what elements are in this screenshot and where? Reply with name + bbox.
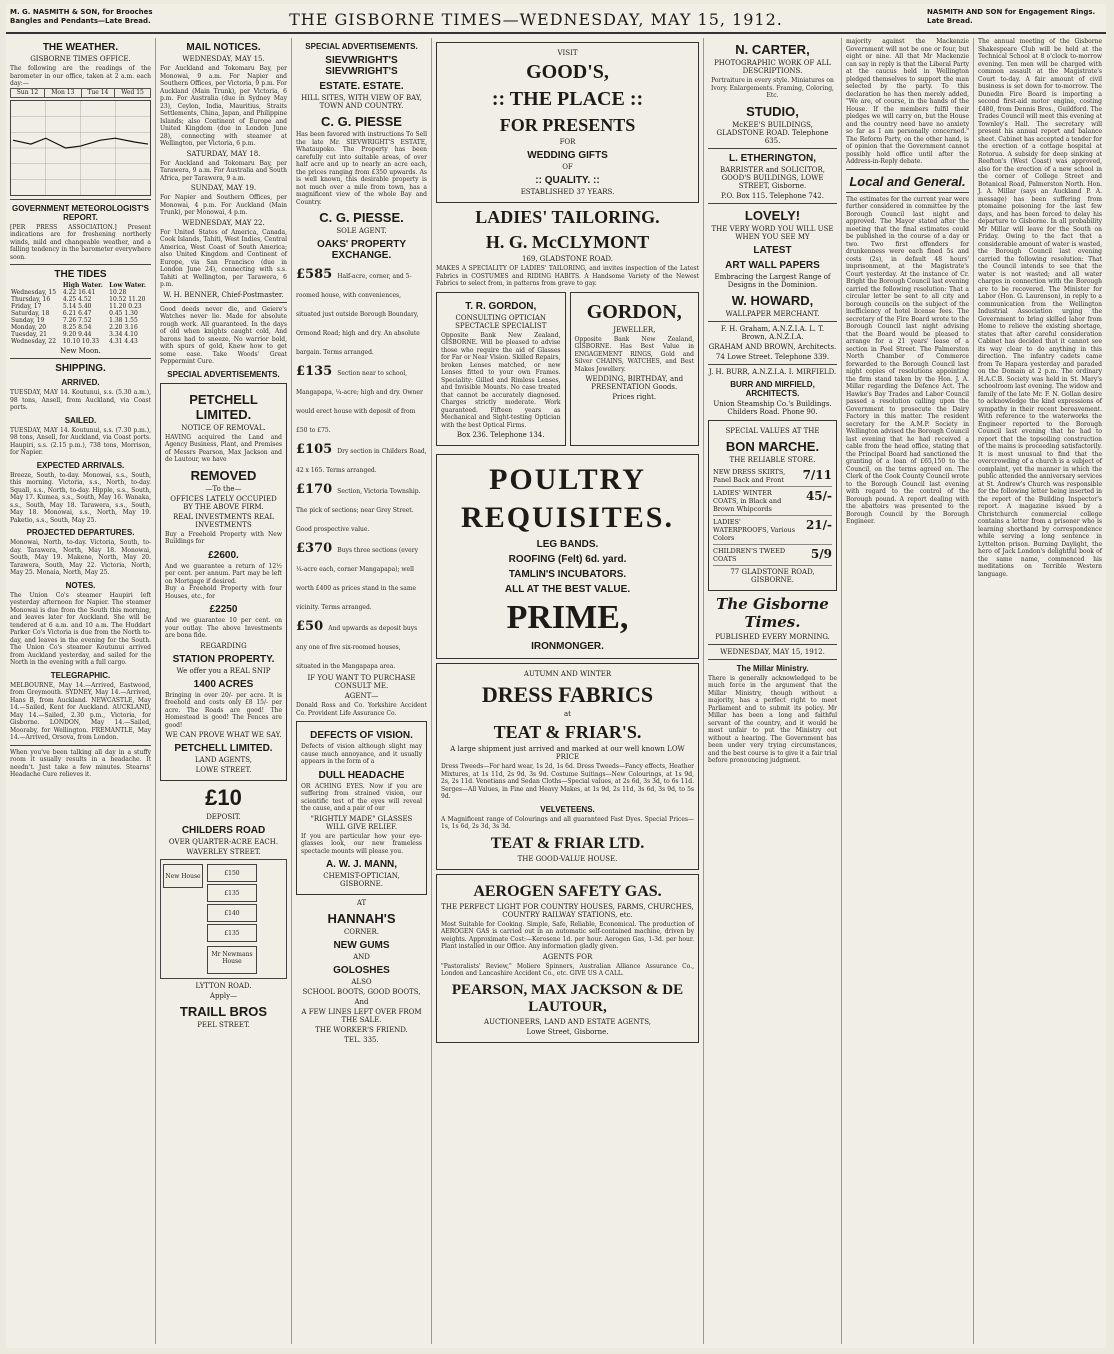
gordon-jeweller-name: GORDON, — [586, 300, 682, 323]
listing-item — [296, 478, 427, 535]
requisites: REQUISITES. — [461, 501, 674, 534]
report-heading: GOVERNMENT METEOROLOGIST'S REPORT. — [11, 203, 150, 222]
aerogen-title: AEROGEN SAFETY GAS. — [473, 882, 662, 900]
tides-cell: 7.26 7.52 — [62, 317, 92, 324]
tides-cell: 0.45 1.30 — [109, 310, 138, 317]
sailed-heading: SAILED. — [64, 415, 97, 425]
projected-text: Monowai, North, to-day. Victoria, South, to-day. Tarawera, North, May 18. Monowai, South, May 19. Makene, North, May 20. Tarawera, South, May 22. Victoria, North, May 25. Monaia, North, May 25. — [10, 539, 151, 576]
petchell-limited-2: PETCHELL LIMITED. — [174, 743, 273, 754]
petchell-ad — [160, 383, 287, 782]
tides-cell: Friday, 17 — [11, 303, 42, 310]
dull-headache: DULL HEADACHE — [318, 769, 405, 781]
listing-price: £105 — [296, 442, 333, 457]
tides-cell: Thursday, 16 — [11, 296, 51, 303]
gordon-box: Box 236. Telephone 134. — [456, 431, 545, 439]
etherington: L. ETHERINGTON, — [728, 152, 817, 164]
tides-row — [10, 289, 151, 296]
also-label: ALSO — [351, 978, 372, 986]
day-label: Sun 12 — [11, 88, 45, 97]
listing-item — [296, 438, 427, 476]
dull-text: OR ACHING EYES. Now if you are suffering from strained vision, our scientific test of the eyes will reveal the cause, and a pair of our — [301, 782, 422, 812]
notice-text: HAVING acquired the Land and Agency Business, Plant, and Premises of Messrs Pearson, Max Jackson and de Lautour, we have — [165, 433, 282, 463]
latest: LATEST — [753, 244, 792, 256]
real-investments: REAL INVESTMENTS REAL INVESTMENTS — [172, 512, 274, 529]
gordon-sub: CONSULTING OPTICIAN SPECTACLE SPECIALIST — [455, 313, 547, 330]
property-listings — [296, 263, 427, 672]
good-value-house: THE GOOD-VALUE HOUSE. — [517, 854, 618, 863]
listing-item — [296, 615, 427, 672]
sole-agent: SOLE AGENT. — [336, 227, 387, 235]
tides-row — [10, 324, 151, 331]
etherington-text: BARRISTER and SOLICITOR, GOOD'S BUILDINGS, LOWE STREET, Gisborne. — [720, 165, 825, 190]
po-box: P.O. Box 115. Telephone 742. — [721, 191, 824, 200]
value-list — [713, 466, 832, 566]
tides-cell: Monday, 20 — [11, 324, 47, 331]
value-item — [713, 545, 832, 566]
value-item — [713, 466, 832, 487]
prices-right: Prices right. — [612, 393, 657, 401]
tides-cell: 11.20 0.23 — [109, 303, 142, 310]
tides-cell: 4.22 16.41 — [62, 289, 96, 296]
masthead-left-ad: M. G. NASMITH & SON, for Brooches Bangles and Pendants—Late Bread. — [10, 8, 153, 25]
plan-lot: £140 — [207, 904, 257, 922]
wallpaper-merchant: WALLPAPER MERCHANT. — [725, 309, 820, 318]
arrived-text: TUESDAY, MAY 14. Koutunui, s.s. (5.30 a.m.), 98 tons, Ansell, from Auckland, via Coast ports. — [10, 389, 151, 411]
dress-fabrics: DRESS FABRICS — [481, 682, 654, 707]
pmj-name: PEARSON, MAX JACKSON & DE LAUTOUR, — [451, 981, 684, 1015]
listing-item — [296, 360, 427, 436]
notes-text: The Union Co's steamer Haupiri left yesterday afternoon for Napier. The steamer Monowai is due from the South this morning, and leaves later for Auckland. She will be tendered at 6 a.m. and 10 a.m. The Huddart Parker Co's Victoria is due from the North to-day, and leaves in the evening for the South. The Union Co's steamer Koutunui arrived from Auckland yesterday, and sailed for the North in the evening with a full cargo. — [10, 591, 151, 666]
value-price: 45/- — [805, 488, 832, 503]
carter-name: N. CARTER, — [735, 42, 810, 57]
mail-text: For Auckland and Tokomaru Bay, per Tarawera, 9 a.m. For Australia and South Africa, per Tarawera, 9 a.m. — [160, 159, 287, 182]
local-general-text: The estimates for the current year were further considered in committee by the Borough Council last night and approved. The Mayor stated after the meeting that the final estimates could be published in the course of a day or two. Two first offenders for drunkenness were each fined 5s and costs (2s), in default 48 hours' imprisonment, at the Magistrate's Court yesterday. At the instance of Cr. Bright the Borough Council last evening carried the following resolution: That a circular letter be sent to all city and borough councils on the subject of the inefficiency of hotel license fees. The secretary of the Fire Board wrote to the Borough Council last night advising that the Board would be pleased to arrange for a 21 years' lease of a section in Peel Street. The Palmerston North Chamber of Commerce forwarded to the Borough Council last night copies of resolutions appointing the firm stand taken by the Hon. J. A. Millar regarding the Defence Act. The Hawke's Bay Trades and Labor Council passed a resolution calling upon the Government to prosecute the Dairy Factory in this matter. The resident secretary for the A.M.P. Society in Wellington advised the Borough Council last evening that he had received a cable from the head office, stating that the Principal Board had sanctioned the granting of a loan of £65,150 to the Council, on the terms agreed on. The Clerk of the Cook County Council wrote to the Borough Council last evening with regard to the control of the Borough pound. A report dealing with the abattoirs was presented to the Borough Council by the Borough Engineer. — [846, 195, 969, 525]
weather-heading: THE WEATHER. — [42, 42, 119, 53]
removed-offices: OFFICES LATELY OCCUPIED BY THE ABOVE FIRM. — [170, 494, 277, 511]
oaks-exchange: OAKS' PROPERTY EXCHANGE. — [316, 239, 407, 261]
ironmonger: IRONMONGER. — [531, 641, 604, 652]
gisborne-times-masthead: The Gisborne Times. — [716, 594, 829, 631]
lovely: LOVELY! — [744, 207, 801, 223]
aerogen-ad — [436, 874, 699, 1043]
listing-text: Half-acre, corner, and 5-roomed house, with conveniences, situated just outside Borough Boundary, Ormond Road; high and dry. An absolute bargain. Terms arranged. — [296, 273, 420, 356]
value-desc: CHILDREN'S TWEED COATS — [713, 546, 786, 563]
defects-text: Defects of vision although slight may cause much annoyance, and it usually appears in the form of a — [301, 743, 422, 765]
mail-text: For Napier and Southern Offices, per Monowai, 4 p.m. For Auckland (Main Trunk), per Monowai, 4 p.m. — [160, 194, 287, 216]
listing-text: Section, Victoria Township. The pick of sections; near Grey Street. Good prospective value. — [296, 488, 421, 533]
value-price: 7/11 — [802, 467, 832, 482]
plan-new-house: New House — [163, 864, 203, 888]
weather-office: GISBORNE TIMES OFFICE. — [30, 55, 131, 63]
of-label: OF — [562, 163, 573, 171]
special-values: SPECIAL VALUES AT THE — [725, 426, 820, 435]
gordon-jeweller-ad — [570, 292, 700, 447]
leader-date: WEDNESDAY, MAY 15, 1912. — [720, 647, 825, 656]
tamlin: TAMLIN'S INCUBATORS. — [508, 569, 627, 580]
bon-address: 77 GLADSTONE ROAD, GISBORNE. — [730, 567, 815, 584]
aerogen-text: Most Suitable for Cooking. Simple, Safe, Reliable, Economical. The production of AEROGEN GAS is carried out in an automatic self-contained machine, driven by weights. Approximate Cost:—Kerosene 1d. per hour. Aerogen Gas, 1-3d. per hour. Plant installed in our Office. Any information gladly given. — [441, 920, 694, 950]
masthead — [6, 4, 1106, 34]
studio: STUDIO, — [746, 103, 799, 119]
barometer-table — [10, 88, 151, 98]
corner: CORNER. — [343, 928, 380, 936]
graham-brown: F. H. Graham, A.N.Z.I.A. L. T. Brown, A.N.Z.I.A. — [720, 324, 825, 341]
listing-item — [296, 263, 427, 358]
price-2600: £2600. — [208, 549, 239, 561]
tides-cell: 5.14 5.40 — [62, 303, 92, 310]
piesse-name-2: C. G. PIESSE. — [319, 210, 404, 225]
acres-text: Bringing in over 20/- per acre. It is freehold and costs only £8 15/- per acre. The Roads are good! The Homestead is good! The Fences are good! — [165, 691, 282, 729]
listing-price: £370 — [296, 541, 333, 556]
chemist: CHEMIST-OPTICIAN, GISBORNE. — [323, 872, 400, 888]
peel-street: PEEL STREET. — [197, 1021, 250, 1029]
lovely-text: THE VERY WORD YOU WILL USE WHEN YOU SEE MY — [711, 224, 834, 241]
goloshes: GOLOSHES — [333, 965, 390, 976]
the-place: :: THE PLACE :: — [491, 88, 644, 110]
established: ESTABLISHED 37 YEARS. — [520, 188, 615, 196]
for-presents: FOR PRESENTS — [499, 115, 636, 135]
best-value: ALL AT THE BEST VALUE. — [504, 584, 631, 595]
special-ads-heading: SPECIAL ADVERTISEMENTS. — [305, 42, 418, 51]
auctioneers: AUCTIONEERS, LAND AND ESTATE AGENTS, — [484, 1017, 651, 1026]
column-1 — [6, 38, 156, 1344]
plan-lot: £135 — [207, 924, 257, 942]
prime-ad — [436, 454, 699, 659]
rightly-made: "RIGHTLY MADE" GLASSES WILL GIVE RELIEF. — [310, 814, 413, 831]
leg-bands: LEG BANDS. — [536, 539, 599, 550]
report-text: [PER PRESS ASSOCIATION.] Present indications are for freshening northerly winds, mild and changeable weather, and a falling tendency in the barometer everywhere soon. — [10, 223, 151, 261]
autumn-winter: AUTUMN AND WINTER — [523, 670, 612, 678]
agent-label: AGENT— — [344, 692, 379, 700]
regarding: REGARDING — [200, 641, 247, 650]
childers-road: CHILDERS ROAD — [181, 825, 266, 836]
telegraphic-heading: TELEGRAPHIC. — [50, 670, 111, 680]
for-label: FOR — [559, 138, 576, 146]
newspaper-page — [6, 4, 1106, 1348]
tides-cell: 4.31 4.43 — [109, 338, 138, 345]
column-2 — [156, 38, 292, 1344]
expected-heading: EXPECTED ARRIVALS. — [36, 460, 125, 470]
leader-continued: majority against the Mackenzie Government will not be one or four, but eight or nine. All that Mr Mackenzie can say in reply is that the Liberal Party at the caucus held in Wellington pledged themselves to support the man selected by the party. To this declaration he has then merely added, "We are, of course, in the hands of the House. If the members fulfil their pledges we will carry on, but the House and the country need have no anxiety so far as I am personally concerned." The Reform Party, on the other hand, is of opinion that the Government cannot possibly hold office until after the Address-in-Reply debate. — [846, 38, 969, 165]
removed-to: —To the— — [205, 484, 242, 493]
tides-cell: Wednesday, 15 — [11, 289, 57, 296]
acres-title: 1400 ACRES — [193, 678, 254, 690]
roofing: ROOFING (Felt) 6d. yard. — [508, 554, 627, 565]
notes-heading: NOTES. — [65, 580, 96, 590]
mail-date: WEDNESDAY, MAY 15. — [182, 55, 265, 63]
listing-text: Section near to school, Mangapapa, ¼-acre; high and dry. Owner would erect house with deposit of from £50 to £75. — [296, 370, 423, 434]
apply: Apply— — [209, 992, 238, 1000]
new-gums: NEW GUMS — [333, 940, 390, 951]
carter-text: Portraiture in every style. Miniatures on Ivory. Enlargements. Framing, Coloring, Etc. — [711, 77, 834, 99]
mail-text: For Auckland and Tokomaru Bay, per Monowai, 9 a.m. For Napier and Southern Offices, per Victoria, 9 p.m. For Auckland (Main Trunk), per Victoria, 6 p.m. For Australia (due in Sydney May 23), Ceylon, India, Mauritius, Straits Settlements, China, Japan, and Philippine Islands; also Continent of Europe and United Kingdom (due in London June 28), connecting with steamer at Wellington, per Victoria, 6 p.m. — [160, 65, 287, 147]
bon-marche-ad — [708, 420, 837, 591]
local-general-heading: Local and General. — [849, 173, 966, 189]
tides-cell: Wednesday, 22 — [11, 338, 57, 345]
tides-row — [10, 296, 151, 303]
price-2600-text: And we guarantee a return of 12½ per cent. per annum. Part may be left on Mortgage if desired. — [165, 562, 282, 585]
defects-title: DEFECTS OF VISION. — [310, 730, 413, 741]
shipment-text: A large shipment just arrived and marked at our well known LOW PRICE — [450, 745, 685, 761]
bon-marche: BON MARCHE. — [725, 438, 820, 454]
tides-row — [10, 303, 151, 310]
mail-date: SATURDAY, MAY 18. — [186, 149, 261, 158]
day-label: Mon 13 — [45, 88, 82, 97]
plan-lot: £150 — [207, 864, 257, 882]
mail-date: WEDNESDAY, MAY 22. — [182, 218, 265, 227]
gordon-ads — [436, 288, 699, 451]
tides-cell: 2.20 3.16 — [109, 324, 138, 331]
expected-text: Breeze, South, to-day. Monowai, s.s., South, this morning. Victoria, s.s., North, to-day. Squall, s.s., North, to-day. Hipple, s.s., South, May 17. Kumea, s.s., South, May 16. Wanaka, s.s., South, May 18. Tarawera, s.s., South, May 18. Monowai, s.s., North, May 19. Paketio, s.s., South, May 25. — [10, 471, 151, 524]
value-item — [713, 487, 832, 516]
and-label: And — [354, 998, 369, 1006]
price-2250-text: And we guarantee 10 per cent. on your outlay. The above Investments are bona fide. — [165, 617, 282, 639]
land-agents: LAND AGENTS, — [195, 756, 252, 764]
mail-date: SUNDAY, MAY 19. — [190, 184, 257, 192]
mann-name: A. W. J. MANN, — [325, 859, 398, 870]
agents-for: AGENTS FOR — [542, 952, 593, 961]
column-6 — [842, 38, 974, 1344]
howard: W. HOWARD, — [731, 292, 814, 308]
aerogen-sub: THE PERFECT LIGHT FOR COUNTRY HOUSES, FARMS, CHURCHES, COUNTRY RAILWAY STATIONS, etc. — [441, 902, 694, 919]
sailed-text: TUESDAY, MAY 14. Koutunui, s.s. (7.30 p.m.), 98 tons, Ansell, for Auckland, via Coast ports. Haupiri, s.s. (2.15 p.m.), 738 tons, Morrison, for Napier. — [10, 426, 151, 456]
goods-name: GOOD'S, — [526, 61, 609, 83]
column-3 — [292, 38, 432, 1344]
wedding-gifts: WEDDING GIFTS — [527, 150, 608, 161]
price-2250-intro: Buy a Freehold Property with four Houses, etc., for — [165, 585, 282, 600]
quarter-acre: OVER QUARTER-ACRE EACH. — [168, 838, 279, 846]
hill-sites: HILL SITES, WITH VIEW OF BAY, TOWN AND COUNTRY. — [301, 94, 422, 110]
agent-text: Donald Ross and Co. Yorkshire Accident Co. Provident Life Assurance Co. — [296, 702, 427, 717]
art-wall-papers: ART WALL PAPERS — [725, 259, 820, 271]
prove-line: WE CAN PROVE WHAT WE SAY. — [165, 731, 282, 739]
tides-header-row — [10, 282, 151, 289]
and-label: AND — [353, 953, 370, 961]
embracing: Embracing the Largest Range of Designs in the Dominion. — [714, 272, 831, 289]
poultry: POULTRY — [489, 463, 646, 496]
tides-row — [10, 338, 151, 345]
goods-ad — [436, 42, 699, 203]
tides-cell: 6.21 6.47 — [62, 310, 92, 317]
published-every-morning: PUBLISHED EVERY MORNING. — [715, 632, 830, 641]
burr-firm: BURR AND MIRFIELD, ARCHITECTS. — [730, 379, 815, 398]
lytton-road: LYTTON ROAD. — [195, 982, 252, 990]
carter-sub: PHOTOGRAPHIC WORK OF ALL DESCRIPTIONS. — [714, 59, 831, 75]
tides-cell: 9.20 9.44 — [62, 331, 92, 338]
rightly-text: If you are particular how your eye-glasses look, our new frameless spectacle mounts will please you. — [301, 832, 422, 855]
listing-price: £50 — [296, 619, 324, 634]
piesse-name: C. G. PIESSE — [321, 114, 402, 129]
listing-price: £170 — [296, 482, 333, 497]
masthead-right-ad: NASMITH AND SON for Engagement Rings. Late Bread. — [927, 8, 1096, 25]
column-5 — [704, 38, 842, 1344]
millar-ministry: The Millar Ministry. — [736, 663, 809, 673]
arrived-heading: ARRIVED. — [61, 378, 100, 387]
watch-ad: Good deeds never die, and Geiere's Watches never lie. Made for absolute rough work. All guaranteed. In the days of old when knights caught cold, And barons had to sneeze, No warrior bold, with spurs of gold, Knew how to get some ease. Take Woods' Great Peppermint Cure. — [160, 305, 287, 365]
burr-address: Union Steamship Co.'s Buildings. Childers Road. Phone 90. — [713, 399, 832, 416]
pmj-address: Lowe Street, Gisborne. — [526, 1027, 609, 1036]
listing-text: And upwards as deposit buys any one of five six-roomed houses, situated in the Mangapapa area. — [296, 625, 418, 670]
investment-text: Buy a Freehold Property with New Buildings for — [165, 530, 282, 545]
deposit-label: DEPOSIT. — [206, 813, 241, 821]
workers-friend: THE WORKER'S FRIEND. — [315, 1026, 408, 1034]
day-label: Wed 15 — [115, 88, 151, 97]
tides-cell: 10.10 10.33 — [62, 338, 100, 345]
listing-text: Dry section in Childers Road, 42 x 165. Terms arranged. — [296, 448, 427, 474]
new-moon-note: New Moon. — [60, 347, 101, 355]
leader-text: There is generally acknowledged to be much force in the argument that the Millar Ministry, though without a majority, has a perfect right to meet Parliament and to submit its policy. Mr Millar has been a long and faithful servant of the country, and it would be most unfair to put the Ministry out without a hearing. The Government has been under very trying circumstances, and the best course is to give it a fair trial before pronouncing judgment. — [708, 674, 837, 764]
tides-header — [10, 282, 62, 289]
tides-cell: Tuesday, 21 — [11, 331, 47, 338]
tides-cell: 1.38 1.55 — [109, 317, 138, 324]
ladies-tailoring: LADIES' TAILORING. — [475, 207, 660, 227]
tides-heading: THE TIDES — [54, 269, 107, 280]
hannahs: HANNAH'S — [327, 911, 396, 926]
value-desc: LADIES' WATERPROOFS, Various Colors — [713, 517, 796, 542]
jeweller-goods: WEDDING, BIRTHDAY, and PRESENTATION Goods. — [585, 375, 684, 391]
column-4 — [432, 38, 704, 1344]
value-price: 21/- — [805, 517, 832, 532]
tides-cell: Sunday, 19 — [11, 317, 45, 324]
few-lines: A FEW LINES LEFT OVER FROM THE SALE. — [301, 1008, 422, 1024]
quality: :: QUALITY. :: — [535, 175, 600, 186]
column-7 — [974, 38, 1106, 1344]
graham-address: 74 Lowe Street. Telephone 339. — [715, 352, 830, 361]
graham-firm: GRAHAM AND BROWN, Architects. — [708, 342, 837, 351]
value-item — [713, 516, 832, 545]
tides-header: Low Water. — [109, 282, 147, 289]
news-items: The annual meeting of the Gisborne Shakespeare Club will be held at the Technical School at 8 o'clock to-morrow evening. Ten men will be charged with common assault at the Magistrate's Court to-day. A fair amount of civil business is set down for to-morrow. The Dunedin Fire Board is importing a second first-aid motor engine, costing £480, from Dennis Bros., Guildford. The Trades Council will meet this evening at Townley's Hall. The secretary will present his annual report and balance sheet. Cabinet has accepted a tender for the erection of a cottage hospital at Rotorua. A subsidy for deep sinking at Reefton's (West Coast) was approved, also for the erection of a new school in the corner of College Street and Botanical Road, Palmerston North. Hon. J. A. Millar (says an Auckland P. A. message) has been suffering from ptomaine poisoning for the last few days, and has been forced to delay his departure to Gisborne. In all probability Mr Millar will leave for the South on Friday. Owing to the fact that a considerable amount of water is wasted, the Borough Council last evening carried the following resolution: That the Council intends to see that the water is not wasted; and all water charges in connection with the Borough are to be recovered. The Minister for Labor (Hon. G. Laurenson), in reply to a communication from the Wellington Industrial Association urging the Government to bring skilled labor from Home to relieve the existing shortage, states that after careful consideration Cabinet has decided that it cannot see its way clear to do anything in this direction. The infantry cadets came from Te Hapara yesterday and paraded on the Domain at 2 p.m. The ordinary H.A.C.B. Society was held in St. Mary's schoolroom last evening. The widow and family of the late Mr. F. N. Gollan desire to acknowledge the kind expressions of sympathy in their recent bereavement. With reference to the waterworks the Engineer reported to the Borough Council last evening that he had to report that the topsoiling construction of the mains is proceeding satisfactorily. It is most unusual to find that the overcrowding of a church is a subject of complaint, yet the manner in which the public attended the anniversary services at St. Andrew's Church was responsible for the following letter being inserted in the report of the Building Inspector's report. A magazine issued by a Christchurch commercial college contains a letter from a prisoner who is learning shorthand by correspondence while serving a long sentence in Lyttelton prison. Burning Daylight, the hero of Jack London's delightful book of the same name, commenced his meditations on Terrible Western language. — [978, 38, 1102, 578]
listing-item — [296, 537, 427, 613]
mail-heading: MAIL NOTICES. — [186, 42, 261, 53]
at-label: at — [564, 710, 571, 718]
jeweller: JEWELLER, — [613, 325, 656, 334]
tides-cell: 4.25 4.52 — [62, 296, 92, 303]
at-label: AT — [356, 899, 367, 907]
agents-text: "Pastoralists' Review," Moliere Spinners, Australian Alliance Assurance Co., London and Lancashire Accident Co., etc. GIVE US A CALL. — [441, 962, 694, 977]
sievwright-title: SIEVWRIGHT'S SIEVWRIGHT'S — [325, 55, 398, 77]
special-ads-heading: SPECIAL ADVERTISEMENTS. — [167, 369, 280, 379]
gordon-text: Opposite Bank New Zealand, GISBORNE. Will be pleased to advise those who require the aid of Glasses for Far or Near Vision. Skilled Repairs, broken Lenses matched, or new Lenses fitted to your own Frames. Speciality: Gilled and Rimless Lenses, and Invisible Mounts. No case treated that cannot be accurately diagnosed. Charges strictly moderate. Work guaranteed. Fifteen years as Mechanical and Sight-testing Optician with the best Optical Firms. — [441, 331, 561, 429]
lowe-street: LOWE STREET. — [195, 766, 252, 774]
tides-table — [10, 282, 151, 345]
teat-friar-ltd: TEAT & FRIAR LTD. — [490, 834, 645, 852]
tides-cell: 10.28 — [109, 289, 127, 296]
visit: VISIT — [557, 49, 578, 57]
telephone: TEL. 335. — [344, 1036, 379, 1044]
ten-pound-deposit: £10 — [205, 785, 242, 810]
school-boots: SCHOOL BOOTS, GOOD BOOTS, — [302, 988, 421, 996]
shipping-heading: SHIPPING. — [55, 363, 106, 374]
petchell-title: PETCHELL LIMITED. — [189, 391, 258, 422]
real-snip: We offer you a REAL SNIP — [176, 666, 271, 675]
gordon-optician-ad — [436, 292, 566, 447]
section-plan — [160, 859, 287, 979]
tides-cell: 3.34 4.10 — [109, 331, 138, 338]
price-2250: £2250 — [209, 604, 238, 615]
velveteens-text: A Magnificent range of Colourings and all guaranteed Fast Dyes. Special Prices—1s, 1s 6d, 2s 3d, 3s 3d. — [441, 815, 694, 830]
jeweller-text: Opposite Bank New Zealand, GISBORNE. Has Best Value in ENGAGEMENT RINGS, Gold and Silver CHAINS, WATCHES, and Best Makes Jewellery. — [574, 335, 694, 373]
waverley-street: WAVERLEY STREET. — [186, 848, 261, 856]
listing-price: £135 — [296, 364, 333, 379]
weather-intro: The following are the readings of the barometer in our office, taken at 2 a.m. each day:— — [10, 65, 151, 87]
telegraphic-text: MELBOURNE, May 14.—Arrived, Eastwood, from Greymouth. SYDNEY, May 14.—Arrived, Hans B, from Auckland. NEWCASTLE, May 14.—Sailed, Kent for Auckland. AUCKLAND, May 14.—Sailed, 2.30 p.m., Victoria, for Gisborne. LONDON, May 14.—Sailed, Mooraby, for Wellington. FREMANTLE, May 14.—Arrived, Orsova, from London. — [10, 681, 151, 741]
tides-row — [10, 317, 151, 324]
velveteens: VELVETEENS. — [540, 804, 595, 814]
prime-name: PRIME, — [506, 599, 629, 636]
barometer-graph — [10, 100, 151, 196]
station-property: STATION PROPERTY. — [172, 653, 275, 665]
burr-names: J. H. BURR, A.N.Z.I.A. I. MIRFIELD. — [708, 367, 837, 376]
notice-title: NOTICE OF REMOVAL. — [181, 423, 266, 432]
piesse-text: Has been favored with instructions To Sell the late Mr. SIEVWRIGHT'S ESTATE, Whataupoko. The Property has been carefully cut into suitable areas, of over half acre and up to nearly an acre each, the prices ranging from £350 upwards. As is well known, this desirable property is not much over a mile from town, has a magnificent view of the whole Bay and Country. — [296, 131, 427, 206]
postmaster: W. H. BENNER, Chief-Postmaster. — [163, 290, 284, 299]
tides-cell: 10.52 11.20 — [109, 296, 146, 303]
gordon-name: T. R. GORDON, — [465, 300, 537, 312]
reliable-store: THE RELIABLE STORE. — [729, 455, 816, 464]
tides-header: High Water. — [62, 282, 103, 289]
teat-friars: TEAT & FRIAR'S. — [493, 722, 642, 742]
mail-text: For United States of America, Canada, Cook Islands, Tahiti, West Indies, Central America, West Coast of South America; also United Kingdom and Continent of Europe, via San Francisco (due in London June 24), connecting with s.s. Tahiti at Wellington, per Tarawera, 6 p.m. — [160, 228, 287, 288]
mann-optician-ad — [296, 721, 427, 895]
mcclymont-name: H. G. McCLYMONT — [485, 232, 650, 252]
removed-title: REMOVED — [190, 467, 257, 483]
teat-friar-ad — [436, 663, 699, 870]
tides-row — [10, 310, 151, 317]
purchase-line: IF YOU WANT TO PURCHASE CONSULT ME. — [307, 674, 416, 690]
newspaper-title: THE GISBORNE TIMES—WEDNESDAY, MAY 15, 1912. — [289, 10, 783, 29]
value-desc: NEW DRESS SKIRTS, Panel Back and Front — [713, 467, 786, 484]
fabric-lines: Dress Tweeds—For hard wear, 1s 2d, 1s 6d. Dress Tweeds—Fancy effects, Heather Mixtures, at 1s 11d, 2s 9d, 3s 9d. Costume Suitings—New Colourings, at 1s 9d, 2s, 2s 11d. Venetians and Sedan Cloths—Special values, at 2s 6d, 3s 3d, to 6s 11d. Serges—All Values, in Fine and Heavy Makes, at 1s 9d, 2s 11d, 3s 6d, 3s 9d, to 5s 9d. — [441, 763, 694, 800]
plan-newmans-house: Mr Newmans House — [207, 946, 257, 974]
listing-price: £585 — [296, 267, 333, 282]
mckees: McKEE'S BUILDINGS, GLADSTONE ROAD. Telephone 635. — [716, 120, 829, 145]
tides-cell: Saturday, 18 — [11, 310, 50, 317]
headache-ad: When you've been talking all day in a stuffy room it usually results in a headache. It needn't. Just take a few minutes. Stearns' Headache Cure relieves it. — [10, 748, 151, 778]
value-price: 5/9 — [810, 546, 832, 561]
listing-text: Buys three sections (every ¼-acre each, corner Mangapapa); well worth £400 as prices stand in the same vicinity. Terms arranged. — [296, 547, 418, 611]
tides-row — [10, 331, 151, 338]
tides-cell: 8.25 8.54 — [62, 324, 92, 331]
estate-title: ESTATE. ESTATE. — [319, 81, 404, 92]
plan-lot: £135 — [207, 884, 257, 902]
value-desc: LADIES' WINTER COATS, in Black and Brown Whipcords — [713, 488, 782, 513]
traill-bros: TRAILL BROS — [179, 1004, 268, 1019]
mcclymont-text: MAKES A SPECIALITY OF LADIES' TAILORING, and invites inspection of the Latest Fabrics in COSTUMES and RIDING HABITS. A Handsome Variety of the Newest Fabrics to select from, in patterns from grave to gay. — [436, 265, 699, 287]
projected-heading: PROJECTED DEPARTURES. — [26, 528, 135, 537]
day-label: Tue 14 — [81, 88, 114, 97]
gladstone-road: 169, GLADSTONE ROAD. — [521, 255, 614, 263]
